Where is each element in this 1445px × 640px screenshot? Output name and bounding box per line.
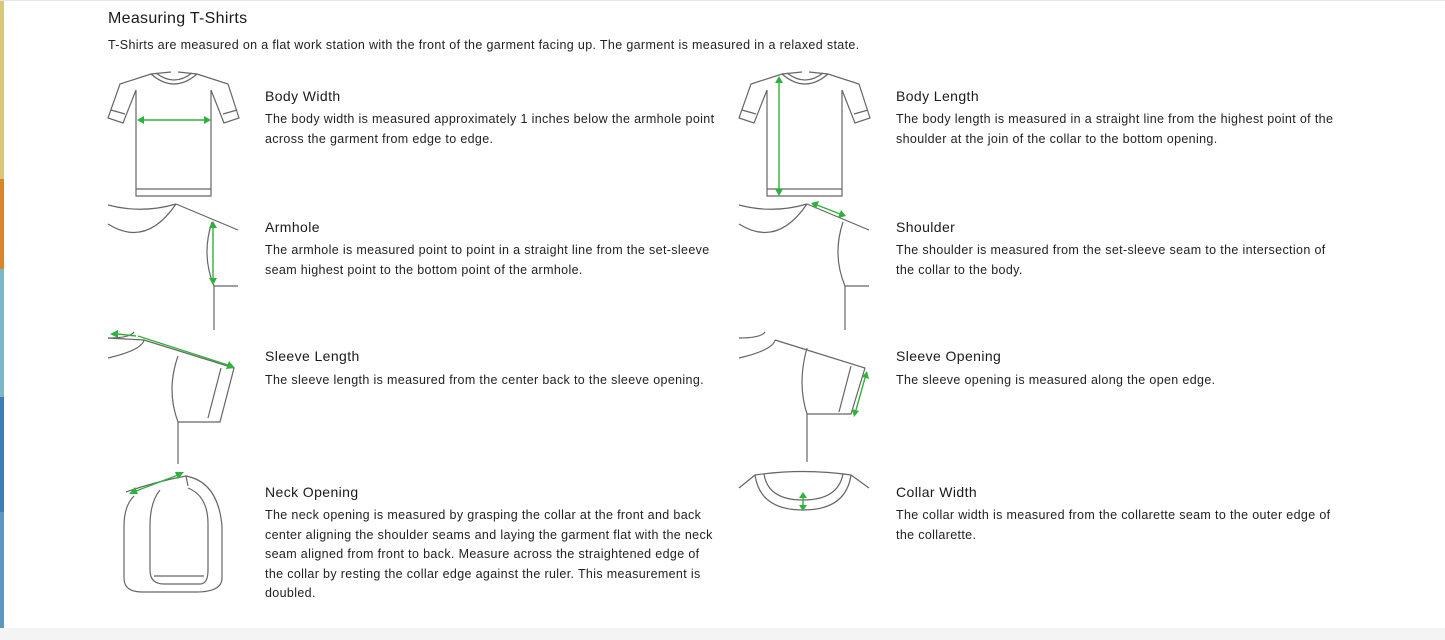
shoulder-desc: The shoulder is measured from the set-sleeve seam to the intersection of the collar to the body. (896, 243, 1326, 277)
shoulder-icon (737, 200, 873, 332)
sleeve-opening-icon (737, 328, 873, 468)
body-length-title: Body Length (896, 88, 980, 104)
sleeve-length-title: Sleeve Length (265, 348, 360, 364)
section-intro: T-Shirts are measured on a flat work station with the front of the garment facing up. The garment is measured in a relaxed state. (108, 38, 860, 52)
body-width-desc: The body width is measured approximately 1 inches below the armhole point across the garment from edge to edge. (265, 112, 715, 146)
neck-opening-icon (106, 466, 242, 600)
bottom-band (0, 628, 1445, 640)
body-width-title: Body Width (265, 88, 341, 104)
sleeve-length-icon (106, 328, 242, 468)
armhole-icon (106, 200, 242, 332)
sleeve-opening-title: Sleeve Opening (896, 348, 1002, 364)
tshirt-body-width-icon (106, 70, 242, 200)
armhole-desc: The armhole is measured point to point in a straight line from the set-sleeve seam highest point to the bottom point of the armhole. (265, 243, 710, 277)
shoulder-title: Shoulder (896, 219, 956, 235)
sleeve-opening-desc: The sleeve opening is measured along the open edge. (896, 373, 1216, 387)
tshirt-body-length-icon (737, 70, 873, 200)
neck-opening-desc: The neck opening is measured by grasping the collar at the front and back center aligning the shoulder seams and laying the garment flat with the neck seam aligned from front to back. Measure across the straightened edge of the collar by resting the collar edge against the ruler. This measurement is doubled. (265, 508, 713, 600)
body-length-desc: The body length is measured in a straight line from the highest point of the shoulder at the join of the collar to the bottom opening. (896, 112, 1334, 146)
left-edge-strip (0, 0, 4, 640)
section-title: Measuring T-Shirts (108, 10, 248, 27)
collar-width-desc: The collar width is measured from the collarette seam to the outer edge of the collarette. (896, 508, 1331, 542)
top-divider (0, 0, 1445, 1)
collar-width-icon (737, 462, 873, 518)
sleeve-length-desc: The sleeve length is measured from the center back to the sleeve opening. (265, 373, 704, 387)
neck-opening-title: Neck Opening (265, 484, 359, 500)
armhole-title: Armhole (265, 219, 320, 235)
collar-width-title: Collar Width (896, 484, 978, 500)
